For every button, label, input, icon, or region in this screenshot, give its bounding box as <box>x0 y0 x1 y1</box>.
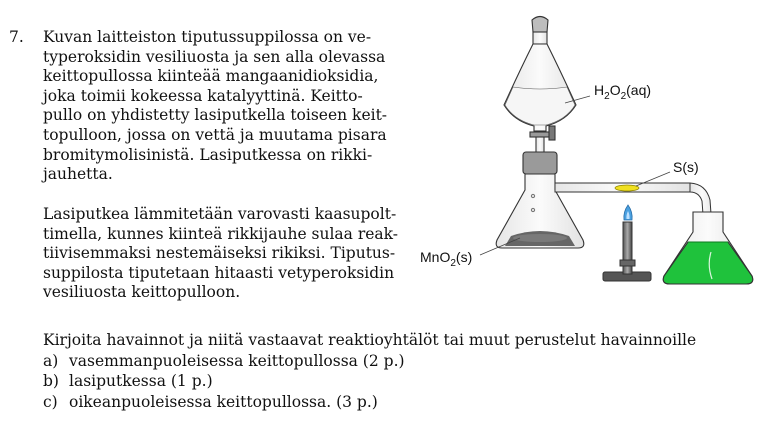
procedure-line: suppilosta tiputetaan hitaasti vetyperoksidin <box>43 263 395 282</box>
item-label: b) <box>43 372 59 390</box>
mno2-label: MnO$_2$(s) <box>420 249 473 269</box>
intro-line: joka toimii kokeessa katalyyttinä. Keitto- <box>43 86 363 105</box>
item-text: oikeanpuoleisessa keittopullossa. (3 p.) <box>69 392 378 411</box>
intro-line: bromitymolisinistä. Lasiputkessa on rikki- <box>43 145 373 164</box>
intro-line: Kuvan laitteiston tiputussuppilossa on ve- <box>43 28 372 46</box>
task-instruction: Kirjoita havainnot ja niitä vastaavat reaktioyhtälöt tai muut perustelut havainnoille <box>43 331 697 349</box>
item-text: vasemmanpuoleisessa keittopullossa (2 p.) <box>69 351 405 370</box>
procedure-line: Lasiputkea lämmitetään varovasti kaasupolt- <box>43 205 397 223</box>
procedure-line: tiivisemmaksi nestemäiseksi rikiksi. Tiputus- <box>43 244 396 263</box>
item-label: c) <box>43 392 58 411</box>
left-flask <box>496 152 584 248</box>
right-flask <box>663 212 753 284</box>
sulfur-powder <box>615 185 639 191</box>
question-number: 7. <box>9 28 24 46</box>
procedure-line: timella, kunnes kiinteä rikkijauhe sulaa reak- <box>43 224 399 243</box>
procedure-line: vesiliuosta keittopulloon. <box>43 283 241 302</box>
sulfur-label: S(s) <box>673 159 699 175</box>
bunsen-burner <box>603 222 651 281</box>
intro-line: jauhetta. <box>43 165 113 184</box>
item-label: a) <box>43 351 59 370</box>
h2o2-label: $H_2O_2(aq)$ <box>594 82 652 102</box>
intro-line: pullo on yhdistetty lasiputkella toiseen keit- <box>43 106 388 125</box>
intro-line: topulloon, jossa on vettä ja muutama pisara <box>43 125 387 144</box>
intro-line: keittopullossa kiinteää mangaanidioksidia, <box>43 67 379 86</box>
intro-line: typeroksidin vesiliuosta ja sen alla olevassa <box>43 47 386 66</box>
item-text: lasiputkessa (1 p.) <box>69 372 213 390</box>
